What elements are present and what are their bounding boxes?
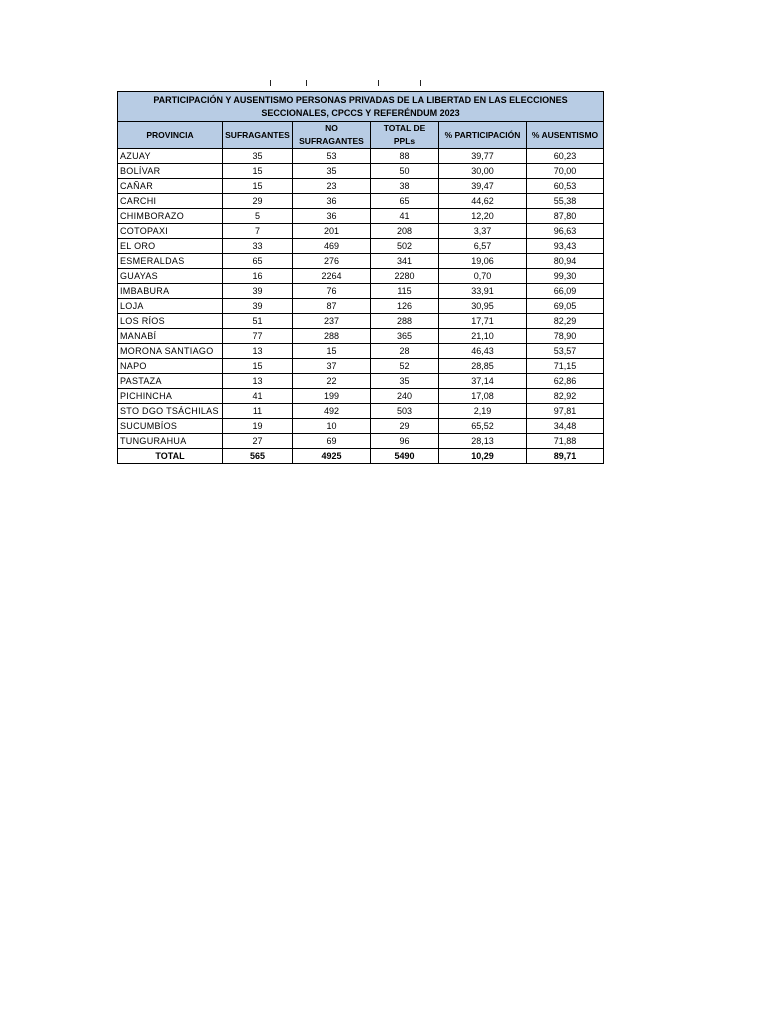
cell-no-sufragantes: 53: [293, 149, 371, 164]
cell-provincia: GUAYAS: [118, 269, 223, 284]
cell-provincia: EL ORO: [118, 239, 223, 254]
stray-marks: [268, 80, 428, 88]
cell-sufragantes: 13: [223, 344, 293, 359]
cell-sufragantes: 11: [223, 404, 293, 419]
cell-participacion: 3,37: [439, 224, 527, 239]
cell-no-sufragantes: 23: [293, 179, 371, 194]
table-row: [118, 344, 604, 359]
cell-participacion: 6,57: [439, 239, 527, 254]
cell-provincia: MORONA SANTIAGO: [118, 344, 223, 359]
cell-provincia: LOS RÍOS: [118, 314, 223, 329]
cell-sufragantes: 15: [223, 359, 293, 374]
cell-sufragantes: 16: [223, 269, 293, 284]
table-title: PARTICIPACIÓN Y AUSENTISMO PERSONAS PRIVADAS DE LA LIBERTAD EN LAS ELECCIONES SECCIONALES, CPCCS Y REFERÉNDUM 2023: [118, 92, 604, 122]
cell-participacion: 0,70: [439, 269, 527, 284]
header-participacion: % PARTICIPACIÓN: [439, 122, 527, 149]
total-no-sufragantes: 4925: [293, 449, 371, 464]
cell-ausentismo: 55,38: [527, 194, 604, 209]
cell-participacion: 17,71: [439, 314, 527, 329]
cell-no-sufragantes: 492: [293, 404, 371, 419]
header-sufragantes: SUFRAGANTES: [223, 122, 293, 149]
table-row: [118, 329, 604, 344]
cell-ausentismo: 82,92: [527, 389, 604, 404]
cell-no-sufragantes: 36: [293, 209, 371, 224]
cell-sufragantes: 13: [223, 374, 293, 389]
cell-no-sufragantes: 201: [293, 224, 371, 239]
cell-total: 288: [371, 314, 439, 329]
cell-ausentismo: 69,05: [527, 299, 604, 314]
cell-ausentismo: 34,48: [527, 419, 604, 434]
cell-ausentismo: 60,53: [527, 179, 604, 194]
cell-ausentismo: 70,00: [527, 164, 604, 179]
cell-no-sufragantes: 76: [293, 284, 371, 299]
table-row: [118, 359, 604, 374]
cell-total: 115: [371, 284, 439, 299]
cell-ausentismo: 53,57: [527, 344, 604, 359]
table-row: [118, 389, 604, 404]
cell-provincia: MANABÍ: [118, 329, 223, 344]
cell-participacion: 33,91: [439, 284, 527, 299]
table-row: [118, 269, 604, 284]
cell-sufragantes: 77: [223, 329, 293, 344]
cell-total: 29: [371, 419, 439, 434]
header-no-sufragantes: NO SUFRAGANTES: [293, 122, 371, 149]
cell-no-sufragantes: 37: [293, 359, 371, 374]
cell-participacion: 46,43: [439, 344, 527, 359]
cell-no-sufragantes: 15: [293, 344, 371, 359]
cell-total: 365: [371, 329, 439, 344]
table-row: [118, 179, 604, 194]
table-row: [118, 149, 604, 164]
table-row: [118, 164, 604, 179]
cell-sufragantes: 33: [223, 239, 293, 254]
cell-participacion: 65,52: [439, 419, 527, 434]
cell-total: 88: [371, 149, 439, 164]
table-row: [118, 194, 604, 209]
cell-provincia: LOJA: [118, 299, 223, 314]
cell-no-sufragantes: 2264: [293, 269, 371, 284]
cell-ausentismo: 93,43: [527, 239, 604, 254]
total-row: [118, 449, 604, 464]
cell-sufragantes: 41: [223, 389, 293, 404]
cell-participacion: 30,95: [439, 299, 527, 314]
cell-no-sufragantes: 199: [293, 389, 371, 404]
cell-sufragantes: 35: [223, 149, 293, 164]
cell-sufragantes: 27: [223, 434, 293, 449]
cell-total: 50: [371, 164, 439, 179]
header-provincia: PROVINCIA: [118, 122, 223, 149]
cell-participacion: 17,08: [439, 389, 527, 404]
cell-no-sufragantes: 276: [293, 254, 371, 269]
cell-sufragantes: 5: [223, 209, 293, 224]
cell-no-sufragantes: 35: [293, 164, 371, 179]
header-total: TOTAL DE PPLs: [371, 122, 439, 149]
cell-no-sufragantes: 288: [293, 329, 371, 344]
cell-provincia: IMBABURA: [118, 284, 223, 299]
cell-provincia: COTOPAXI: [118, 224, 223, 239]
cell-total: 38: [371, 179, 439, 194]
cell-participacion: 37,14: [439, 374, 527, 389]
cell-ausentismo: 99,30: [527, 269, 604, 284]
cell-participacion: 39,77: [439, 149, 527, 164]
table-row: [118, 239, 604, 254]
cell-total: 126: [371, 299, 439, 314]
cell-participacion: 28,13: [439, 434, 527, 449]
cell-sufragantes: 15: [223, 179, 293, 194]
cell-ausentismo: 71,88: [527, 434, 604, 449]
total-ausentismo: 89,71: [527, 449, 604, 464]
cell-ausentismo: 66,09: [527, 284, 604, 299]
table-row: [118, 419, 604, 434]
cell-provincia: ESMERALDAS: [118, 254, 223, 269]
cell-no-sufragantes: 469: [293, 239, 371, 254]
cell-total: 503: [371, 404, 439, 419]
cell-total: 502: [371, 239, 439, 254]
cell-sufragantes: 65: [223, 254, 293, 269]
cell-ausentismo: 60,23: [527, 149, 604, 164]
cell-total: 240: [371, 389, 439, 404]
cell-total: 341: [371, 254, 439, 269]
cell-total: 52: [371, 359, 439, 374]
cell-participacion: 2,19: [439, 404, 527, 419]
cell-ausentismo: 82,29: [527, 314, 604, 329]
table-row: [118, 284, 604, 299]
cell-provincia: PASTAZA: [118, 374, 223, 389]
table-body: [118, 149, 604, 449]
cell-provincia: TUNGURAHUA: [118, 434, 223, 449]
cell-provincia: AZUAY: [118, 149, 223, 164]
cell-no-sufragantes: 22: [293, 374, 371, 389]
cell-provincia: NAPO: [118, 359, 223, 374]
cell-sufragantes: 39: [223, 299, 293, 314]
table-row: [118, 314, 604, 329]
cell-sufragantes: 19: [223, 419, 293, 434]
cell-total: 96: [371, 434, 439, 449]
cell-ausentismo: 62,86: [527, 374, 604, 389]
cell-ausentismo: 96,63: [527, 224, 604, 239]
cell-participacion: 39,47: [439, 179, 527, 194]
cell-provincia: PICHINCHA: [118, 389, 223, 404]
cell-ausentismo: 78,90: [527, 329, 604, 344]
cell-total: 35: [371, 374, 439, 389]
table-row: [118, 434, 604, 449]
cell-participacion: 30,00: [439, 164, 527, 179]
table-row: [118, 404, 604, 419]
total-sufragantes: 565: [223, 449, 293, 464]
cell-no-sufragantes: 69: [293, 434, 371, 449]
cell-no-sufragantes: 87: [293, 299, 371, 314]
cell-no-sufragantes: 36: [293, 194, 371, 209]
cell-ausentismo: 97,81: [527, 404, 604, 419]
cell-total: 28: [371, 344, 439, 359]
total-label: TOTAL: [118, 449, 223, 464]
cell-provincia: CHIMBORAZO: [118, 209, 223, 224]
cell-participacion: 12,20: [439, 209, 527, 224]
cell-ausentismo: 80,94: [527, 254, 604, 269]
cell-total: 208: [371, 224, 439, 239]
table-row: [118, 299, 604, 314]
cell-sufragantes: 29: [223, 194, 293, 209]
total-participacion: 10,29: [439, 449, 527, 464]
cell-provincia: BOLÍVAR: [118, 164, 223, 179]
header-ausentismo: % AUSENTISMO: [527, 122, 604, 149]
cell-total: 41: [371, 209, 439, 224]
cell-no-sufragantes: 10: [293, 419, 371, 434]
cell-sufragantes: 39: [223, 284, 293, 299]
table-row: [118, 209, 604, 224]
table-row: [118, 224, 604, 239]
cell-total: 2280: [371, 269, 439, 284]
cell-participacion: 21,10: [439, 329, 527, 344]
cell-provincia: CAÑAR: [118, 179, 223, 194]
cell-ausentismo: 71,15: [527, 359, 604, 374]
cell-ausentismo: 87,80: [527, 209, 604, 224]
cell-sufragantes: 15: [223, 164, 293, 179]
cell-participacion: 19,06: [439, 254, 527, 269]
cell-sufragantes: 7: [223, 224, 293, 239]
cell-provincia: SUCUMBÍOS: [118, 419, 223, 434]
participation-table: [117, 91, 604, 464]
cell-provincia: CARCHI: [118, 194, 223, 209]
total-ppls: 5490: [371, 449, 439, 464]
cell-no-sufragantes: 237: [293, 314, 371, 329]
table-row: [118, 374, 604, 389]
cell-sufragantes: 51: [223, 314, 293, 329]
cell-participacion: 44,62: [439, 194, 527, 209]
cell-participacion: 28,85: [439, 359, 527, 374]
table-row: [118, 254, 604, 269]
cell-total: 65: [371, 194, 439, 209]
cell-provincia: STO DGO TSÁCHILAS: [118, 404, 223, 419]
